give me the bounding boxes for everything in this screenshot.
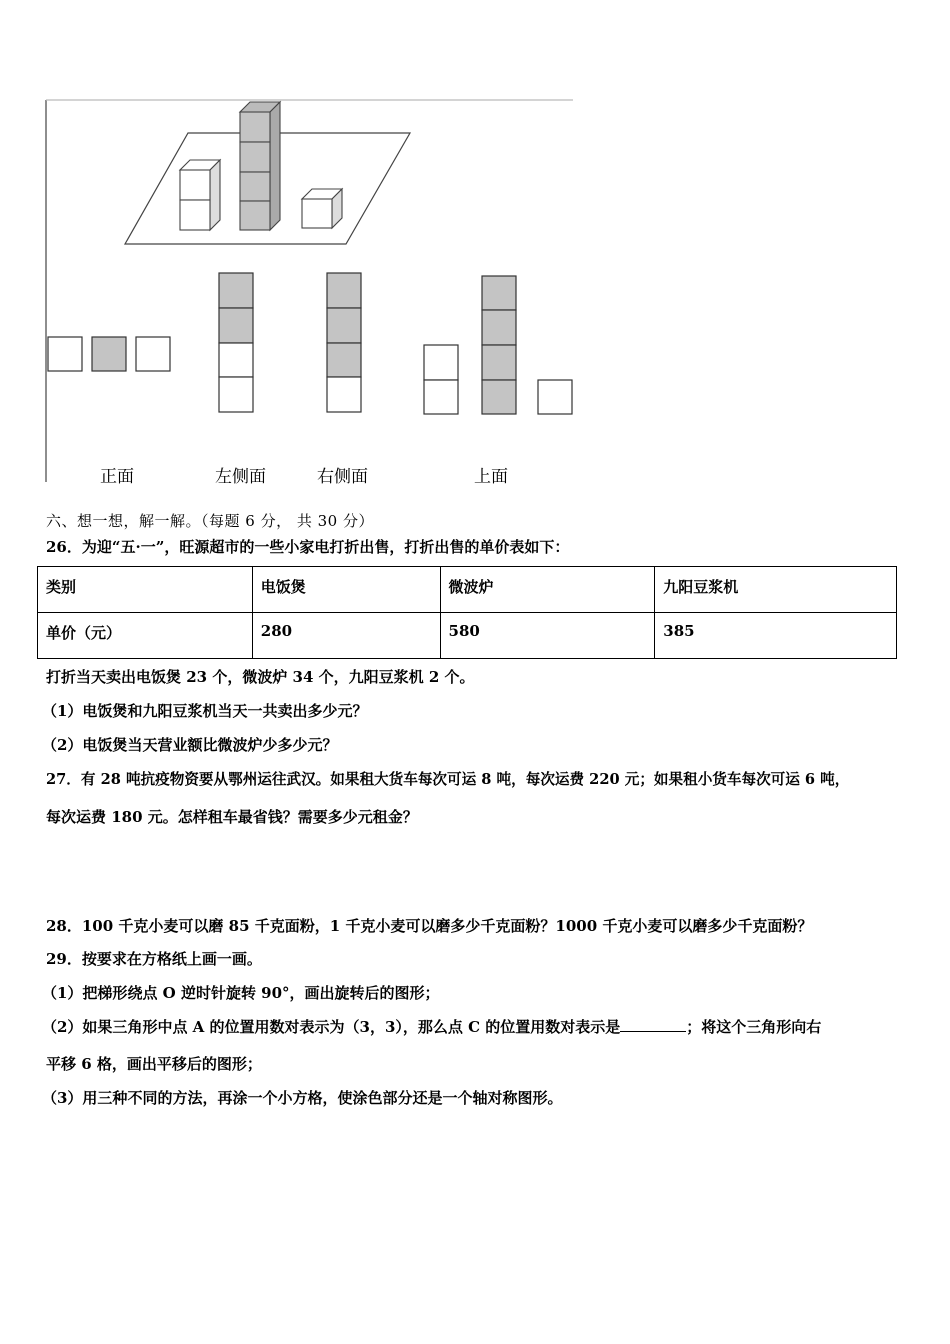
view-front <box>48 337 170 371</box>
price-table <box>37 566 897 659</box>
answer-blank[interactable] <box>620 1017 686 1032</box>
table-cell: 电饭煲 <box>252 567 440 613</box>
q27-line2: 每次运费 180 元。怎样租车最省钱？需要多少元租金？ <box>46 808 418 826</box>
label-top-view: 上面 <box>474 467 508 487</box>
table-cell: 580 <box>440 613 655 659</box>
cube-views-figure <box>0 0 600 490</box>
q29-part1: （1）把梯形绕点 O 逆时针旋转 90°，画出旋转后的图形； <box>42 984 440 1002</box>
q29-part2-text-b: ；将这个三角形向右 <box>686 1018 822 1036</box>
table-cell: 九阳豆浆机 <box>655 567 897 613</box>
table-cell: 单价（元） <box>38 613 253 659</box>
price-table-header-row <box>38 567 897 613</box>
q29-stem: 29．按要求在方格纸上画一画。 <box>46 950 262 968</box>
cube-stack-middle <box>240 102 280 230</box>
section-heading: 六、想一想，解一解。（每题 6 分， 共 30 分） <box>46 512 374 530</box>
view-left-side <box>219 273 253 412</box>
q28-text: 28．100 千克小麦可以磨 85 千克面粉，1 千克小麦可以磨多少千克面粉？1000 千克小麦可以磨多少千克面粉？ <box>46 917 813 935</box>
table-cell: 微波炉 <box>440 567 655 613</box>
q26-stem: 26．为迎“五·一”，旺源超市的一些小家电打折出售，打折出售的单价表如下： <box>46 538 570 556</box>
q26-part2: （2）电饭煲当天营业额比微波炉少多少元？ <box>42 736 338 754</box>
table-cell: 280 <box>252 613 440 659</box>
q29-part2-continued: 平移 6 格，画出平移后的图形； <box>46 1055 262 1073</box>
cube-single-right <box>302 189 342 228</box>
q29-part2 <box>42 1016 821 1037</box>
label-left-view: 左侧面 <box>215 467 266 487</box>
cube-stack-left <box>180 160 220 230</box>
q26-info: 打折当天卖出电饭煲 23 个，微波炉 34 个，九阳豆浆机 2 个。 <box>46 668 475 686</box>
table-cell: 385 <box>655 613 897 659</box>
label-front-view: 正面 <box>100 467 134 487</box>
q29-part3: （3）用三种不同的方法，再涂一个小方格，使涂色部分还是一个轴对称图形。 <box>42 1089 563 1107</box>
view-right-side <box>327 273 361 412</box>
q29-part2-text-a: （2）如果三角形中点 A 的位置用数对表示为（3，3），那么点 C 的位置用数对表示是 <box>42 1018 621 1036</box>
q27-line1: 27．有 28 吨抗疫物资要从鄂州运往武汉。如果租大货车每次可运 8 吨，每次运费 220 元；如果租小货车每次可运 6 吨， <box>46 771 850 788</box>
label-right-view: 右侧面 <box>317 467 368 487</box>
view-top <box>424 276 572 414</box>
table-cell: 类别 <box>38 567 253 613</box>
price-table-value-row <box>38 613 897 659</box>
q26-part1: （1）电饭煲和九阳豆浆机当天一共卖出多少元？ <box>42 702 368 720</box>
